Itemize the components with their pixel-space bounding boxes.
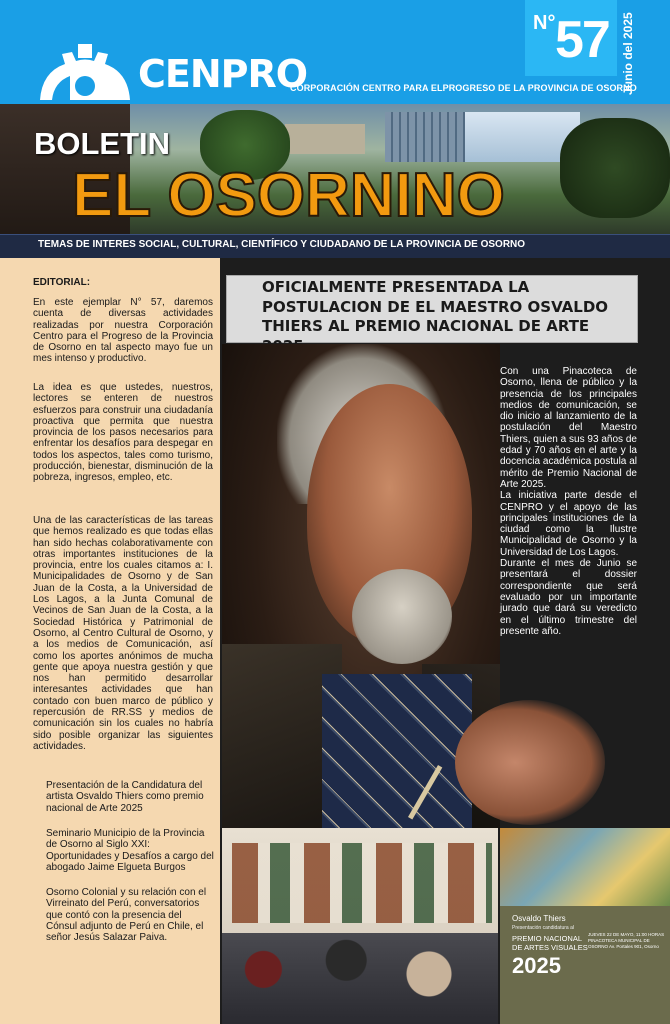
- poster-event-info: JUEVES 22 DE MAYO, 11:00 HORAS PINACOTECA MUNICIPAL DE OSORNO Av. Portales 901, Osorno: [588, 932, 665, 949]
- banner-label: BOLETIN: [34, 126, 171, 161]
- brand-name: CENPRO: [138, 52, 308, 96]
- editorial-paragraph: Una de las características de las tareas que hemos realizado es que todas ellas han sido hechas colaborativamente con otras importantes instituciones de la provincia, entre los cuales citamos a: I. Municipalidades de Osorno y de San Juan de la Costa, a la Universidad de Los Lagos, a la Junta Comunal de Vecinos de San Juan de la Costa, a la Sociedad Histórica y Patrimonial de Osorno, al Centro Cultural de Osorno, y a los medios de Comunicación, así como los aportes anónimos de mucha gente que apoya nuestra gestión y que nos han permitido desarrollar interesantes actividades que han contado con buen marco de público y repercusión de RR.SS y medios de comunicación sin los cuales no habría sido posible organizar las siguientes actividades.: [33, 515, 213, 752]
- editorial-paragraph: La idea es que ustedes, nuestros, lectores se enteren de nuestros esfuerzos para construir una ciudadanía proactiva que permita que nuestra provincia de los pasos necesarios para enfrentar los desafíos para despegar en todos los aspectos, tales como turismo, producción, bienestar, disminución de la pobreza, ingresos, empleo, etc.: [33, 382, 213, 484]
- editorial-paragraph: En este ejemplar N° 57, daremos cuenta de diversas actividades realizadas por nuestra Corporación Centro para el Progreso de la Provincia de Osorno en tal aspecto mayo fue un mes intenso y productivo.: [33, 297, 213, 365]
- activity-item: Seminario Municipio de la Provincia de Osorno al Siglo XXI: Oportunidades y Desafíos a cargo del abogado Jaime Elgueta Burgos: [46, 828, 214, 873]
- poster-award: PREMIO NACIONAL DE ARTES VISUALES: [512, 934, 588, 952]
- organization-full-name: CORPORACIÓN CENTRO PARA ELPROGRESO DE LA PROVINCIA DE OSORNO: [290, 83, 637, 93]
- issue-prefix: N°: [533, 12, 556, 34]
- tagline: TEMAS DE INTERES SOCIAL, CULTURAL, CIENTÍFICO Y CIUDADANO DE LA PROVINCIA DE OSORNO: [38, 239, 526, 250]
- article-headline: OFICIALMENTE PRESENTADA LA POSTULACION DE EL MAESTRO OSVALDO THIERS AL PREMIO NACIONAL DE ARTE: [262, 278, 609, 335]
- article-paragraph: La iniciativa parte desde el CENPRO y el apoyo de las principales instituciones de la ciudad como la Ilustre Municipalidad de Osorno y la Universidad de Los Lagos.: [500, 490, 637, 558]
- poster-subtitle: Presentación candidatura al: [512, 925, 574, 931]
- portrait-hand: [455, 700, 605, 825]
- article-body: [500, 366, 637, 637]
- publication-title: EL OSORNINO: [72, 161, 505, 230]
- banner-building-low: [285, 124, 365, 154]
- article-paragraph: Durante el mes de Junio se presentará el dossier correspondiente que será evaluado por un importante jurado que dará su veredicto en el último trimestre del presente año.: [500, 558, 637, 637]
- activity-item: Osorno Colonial y su relación con el Virreinato del Perú, conversatorios que contó con la presencia del Cónsul adjunto de Perú en Chile, el señor Jesús Salazar Paiva.: [46, 887, 207, 944]
- banner-building: [385, 112, 465, 162]
- activity-item: Presentación de la Candidatura del artista Osvaldo Thiers como premio nacional de Arte 2025: [46, 780, 204, 814]
- poster-year: 2025: [512, 953, 561, 978]
- issue-number: 57: [555, 11, 609, 69]
- editorial-title: EDITORIAL:: [33, 277, 91, 288]
- banner-tree-right: [560, 118, 670, 218]
- gallery-event-photo: [222, 828, 498, 1024]
- gear-logo-icon: [30, 42, 140, 102]
- poster-artist-name: Osvaldo Thiers: [512, 914, 566, 923]
- issue-date: Junio del 2025: [621, 12, 635, 96]
- article-paragraph: Con una Pinacoteca de Osorno, llena de público y la presencia de los principales medios de comunicación, se dio inicio al lanzamiento de la postulación del Maestro Thiers, quien a sus 93 años de edad y 70 años en el arte y la docencia académica postula al mérito de Premio Nacional de Arte 2025.: [500, 366, 637, 490]
